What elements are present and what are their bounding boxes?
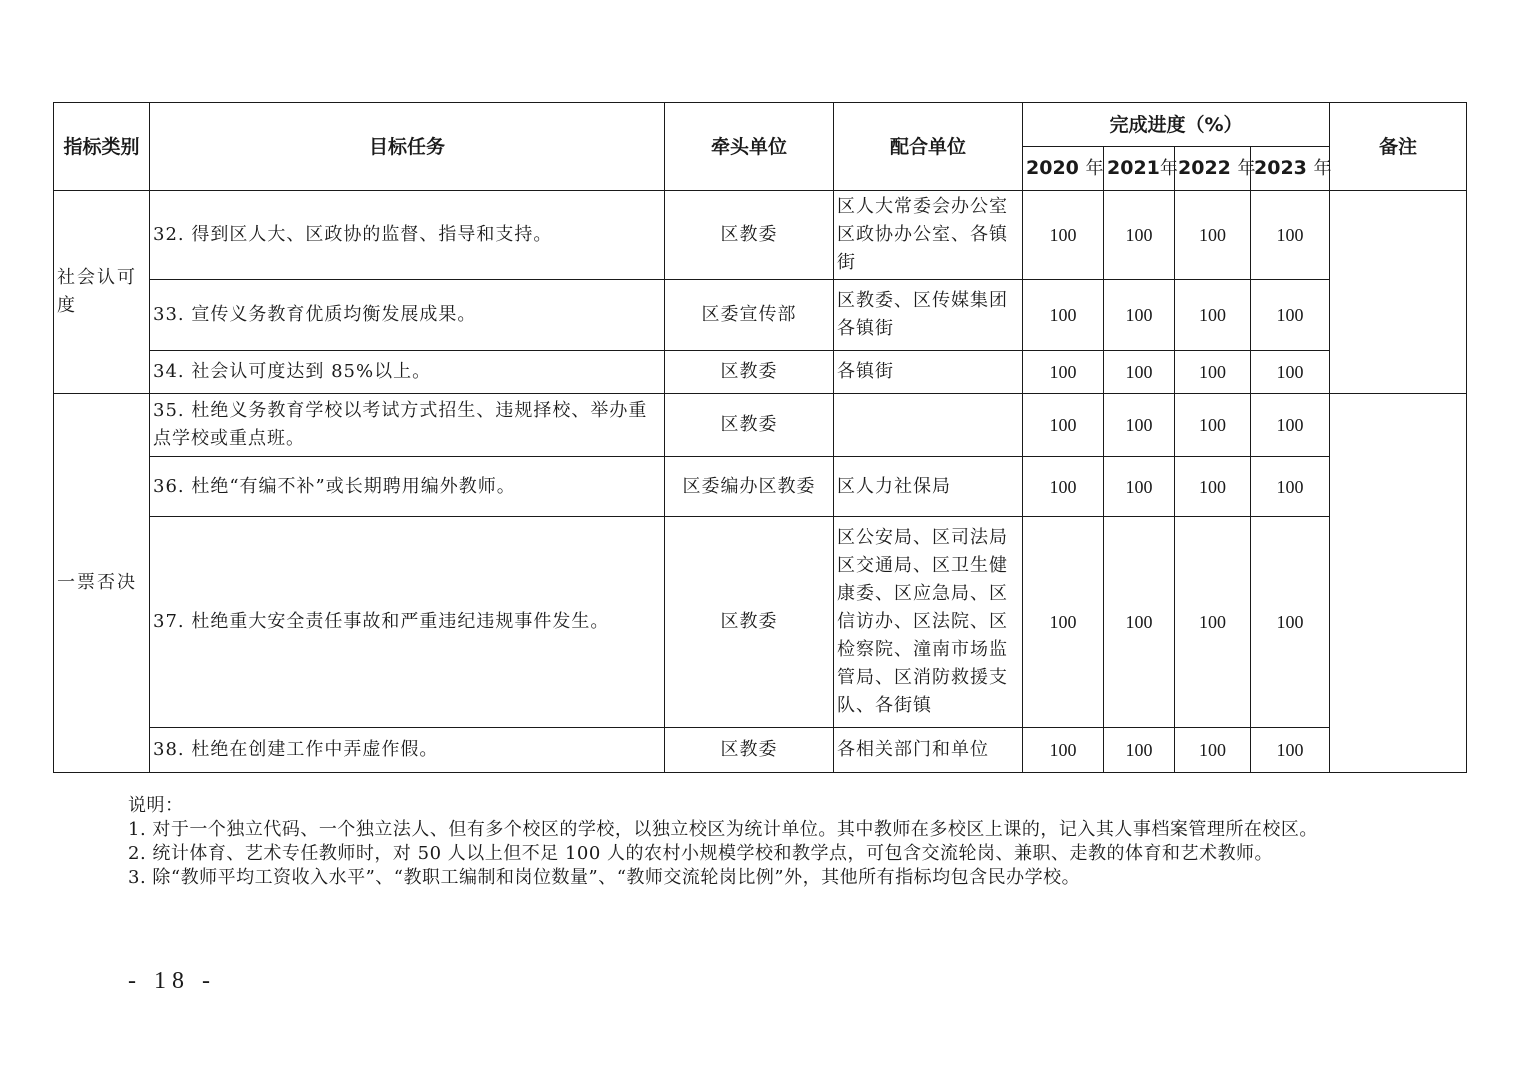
lead-cell: 区教委 — [665, 191, 834, 280]
remark-cell — [1330, 394, 1467, 773]
value-2022: 100 — [1175, 280, 1251, 351]
value-2022: 100 — [1175, 394, 1251, 457]
task-cell: 38. 杜绝在创建工作中弄虚作假。 — [150, 728, 665, 773]
page-number: - 18 - — [128, 968, 216, 994]
value-2020: 100 — [1023, 728, 1104, 773]
lead-cell: 区教委 — [665, 728, 834, 773]
table-row — [54, 517, 1467, 728]
task-cell: 34. 社会认可度达到 85%以上。 — [150, 351, 665, 394]
table-row — [54, 191, 1467, 280]
note-item: 3. 除“教师平均工资收入水平”、“教职工编制和岗位数量”、“教师交流轮岗比例”外，其他所有指标均包含民办学校。 — [128, 867, 1081, 888]
value-2021: 100 — [1104, 394, 1175, 457]
value-2022: 100 — [1175, 728, 1251, 773]
header-remark: 备注 — [1330, 103, 1467, 191]
table-row — [54, 394, 1467, 457]
value-2022: 100 — [1175, 191, 1251, 280]
value-2020: 100 — [1023, 191, 1104, 280]
task-cell: 36. 杜绝“有编不补”或长期聘用编外教师。 — [150, 457, 665, 517]
category-cell: 一票否决 — [54, 394, 150, 773]
value-2021: 100 — [1104, 280, 1175, 351]
category-cell: 社会认可度 — [54, 191, 150, 394]
indicator-table — [53, 102, 1467, 773]
value-2022: 100 — [1175, 517, 1251, 728]
lead-cell: 区委编办区教委 — [665, 457, 834, 517]
value-2021: 100 — [1104, 457, 1175, 517]
lead-cell: 区教委 — [665, 351, 834, 394]
value-2023: 100 — [1251, 517, 1330, 728]
cooperate-cell: 区人大常委会办公室区政协办公室、各镇街 — [834, 191, 1023, 280]
value-2021: 100 — [1104, 351, 1175, 394]
value-2022: 100 — [1175, 457, 1251, 517]
header-lead: 牵头单位 — [665, 103, 834, 191]
lead-cell: 区委宣传部 — [665, 280, 834, 351]
cooperate-cell: 区人力社保局 — [834, 457, 1023, 517]
value-2020: 100 — [1023, 351, 1104, 394]
header-year: 2020 年 — [1023, 147, 1104, 191]
value-2023: 100 — [1251, 280, 1330, 351]
header-category: 指标类别 — [54, 103, 150, 191]
cooperate-cell: 各相关部门和单位 — [834, 728, 1023, 773]
header-task: 目标任务 — [150, 103, 665, 191]
value-2023: 100 — [1251, 457, 1330, 517]
header-progress: 完成进度（%） — [1023, 103, 1330, 147]
table-row — [54, 351, 1467, 394]
table-row — [54, 457, 1467, 517]
header-year: 2023 年 — [1251, 147, 1330, 191]
note-item: 2. 统计体育、艺术专任教师时，对 50 人以上但不足 100 人的农村小规模学校和教学点，可包含交流轮岗、兼职、走教的体育和艺术教师。 — [128, 843, 1274, 864]
header-cooperate: 配合单位 — [834, 103, 1023, 191]
note-item: 1. 对于一个独立代码、一个独立法人、但有多个校区的学校，以独立校区为统计单位。其中教师在多校区上课的，记入其人事档案管理所在校区。 — [128, 819, 1318, 840]
value-2022: 100 — [1175, 351, 1251, 394]
notes-section — [128, 794, 1418, 890]
value-2023: 100 — [1251, 394, 1330, 457]
value-2020: 100 — [1023, 280, 1104, 351]
value-2021: 100 — [1104, 517, 1175, 728]
value-2023: 100 — [1251, 191, 1330, 280]
cooperate-cell — [834, 394, 1023, 457]
task-cell: 35. 杜绝义务教育学校以考试方式招生、违规择校、举办重点学校或重点班。 — [150, 394, 665, 457]
value-2021: 100 — [1104, 191, 1175, 280]
table-row — [54, 280, 1467, 351]
header-year: 2021年 — [1104, 147, 1175, 191]
cooperate-cell: 各镇街 — [834, 351, 1023, 394]
header-year: 2022 年 — [1175, 147, 1251, 191]
value-2020: 100 — [1023, 457, 1104, 517]
cooperate-cell: 区公安局、区司法局区交通局、区卫生健康委、区应急局、区信访办、区法院、区检察院、潼南市场监管局、区消防救援支队、各街镇 — [834, 517, 1023, 728]
lead-cell: 区教委 — [665, 517, 834, 728]
value-2021: 100 — [1104, 728, 1175, 773]
value-2020: 100 — [1023, 394, 1104, 457]
task-cell: 32. 得到区人大、区政协的监督、指导和支持。 — [150, 191, 665, 280]
value-2023: 100 — [1251, 728, 1330, 773]
cooperate-cell: 区教委、区传媒集团各镇街 — [834, 280, 1023, 351]
value-2023: 100 — [1251, 351, 1330, 394]
task-cell: 33. 宣传义务教育优质均衡发展成果。 — [150, 280, 665, 351]
notes-title: 说明： — [128, 795, 184, 816]
value-2020: 100 — [1023, 517, 1104, 728]
task-cell: 37. 杜绝重大安全责任事故和严重违纪违规事件发生。 — [150, 517, 665, 728]
lead-cell: 区教委 — [665, 394, 834, 457]
table-row — [54, 728, 1467, 773]
remark-cell — [1330, 191, 1467, 394]
